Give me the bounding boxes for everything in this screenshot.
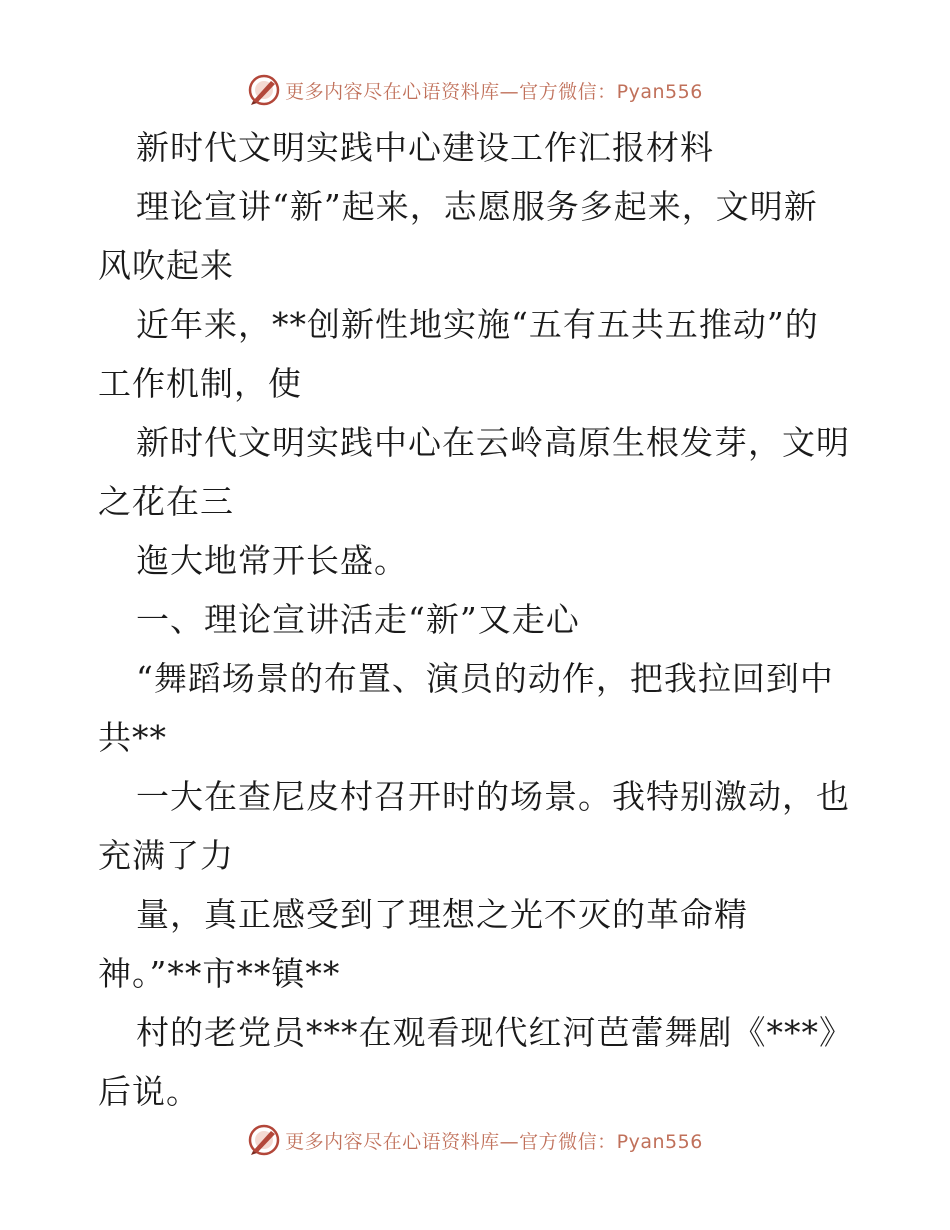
document-line: 充满了力 [98, 836, 234, 875]
document-body [98, 118, 858, 1121]
document-line: 新时代文明实践中心在云岭高原生根发芽，文明 [136, 423, 850, 462]
document-line: 一大在查尼皮村召开时的场景。我特别激动，也 [136, 777, 850, 816]
footer-banner-text: 更多内容尽在心语资料库—官方微信：Pyan556 [285, 1130, 703, 1153]
document-line: 迤大地常开长盛。 [136, 541, 408, 580]
document-line: 村的老党员***在观看现代红河芭蕾舞剧《***》 [136, 1013, 853, 1052]
header-banner [0, 70, 950, 110]
pen-logo-icon [247, 73, 281, 107]
document-line: 后说。 [98, 1072, 200, 1111]
document-line: 共** [98, 718, 167, 757]
pen-logo-icon [247, 1123, 281, 1157]
document-line: 理论宣讲“新”起来，志愿服务多起来，文明新 [136, 187, 818, 226]
document-line: 风吹起来 [98, 246, 234, 285]
footer-banner [0, 1120, 950, 1160]
document-line: 工作机制，使 [98, 364, 302, 403]
document-line: 新时代文明实践中心建设工作汇报材料 [136, 128, 714, 167]
document-line: 一、理论宣讲活走“新”又走心 [136, 600, 580, 639]
document-line: 之花在三 [98, 482, 234, 521]
document-line: 量，真正感受到了理想之光不灭的革命精 [136, 895, 748, 934]
header-banner-text: 更多内容尽在心语资料库—官方微信：Pyan556 [285, 80, 703, 103]
document-line: 近年来，**创新性地实施“五有五共五推动”的 [136, 305, 819, 344]
document-line: “舞蹈场景的布置、演员的动作，把我拉回到中 [136, 659, 834, 698]
document-line: 神。”**市**镇** [98, 954, 341, 993]
